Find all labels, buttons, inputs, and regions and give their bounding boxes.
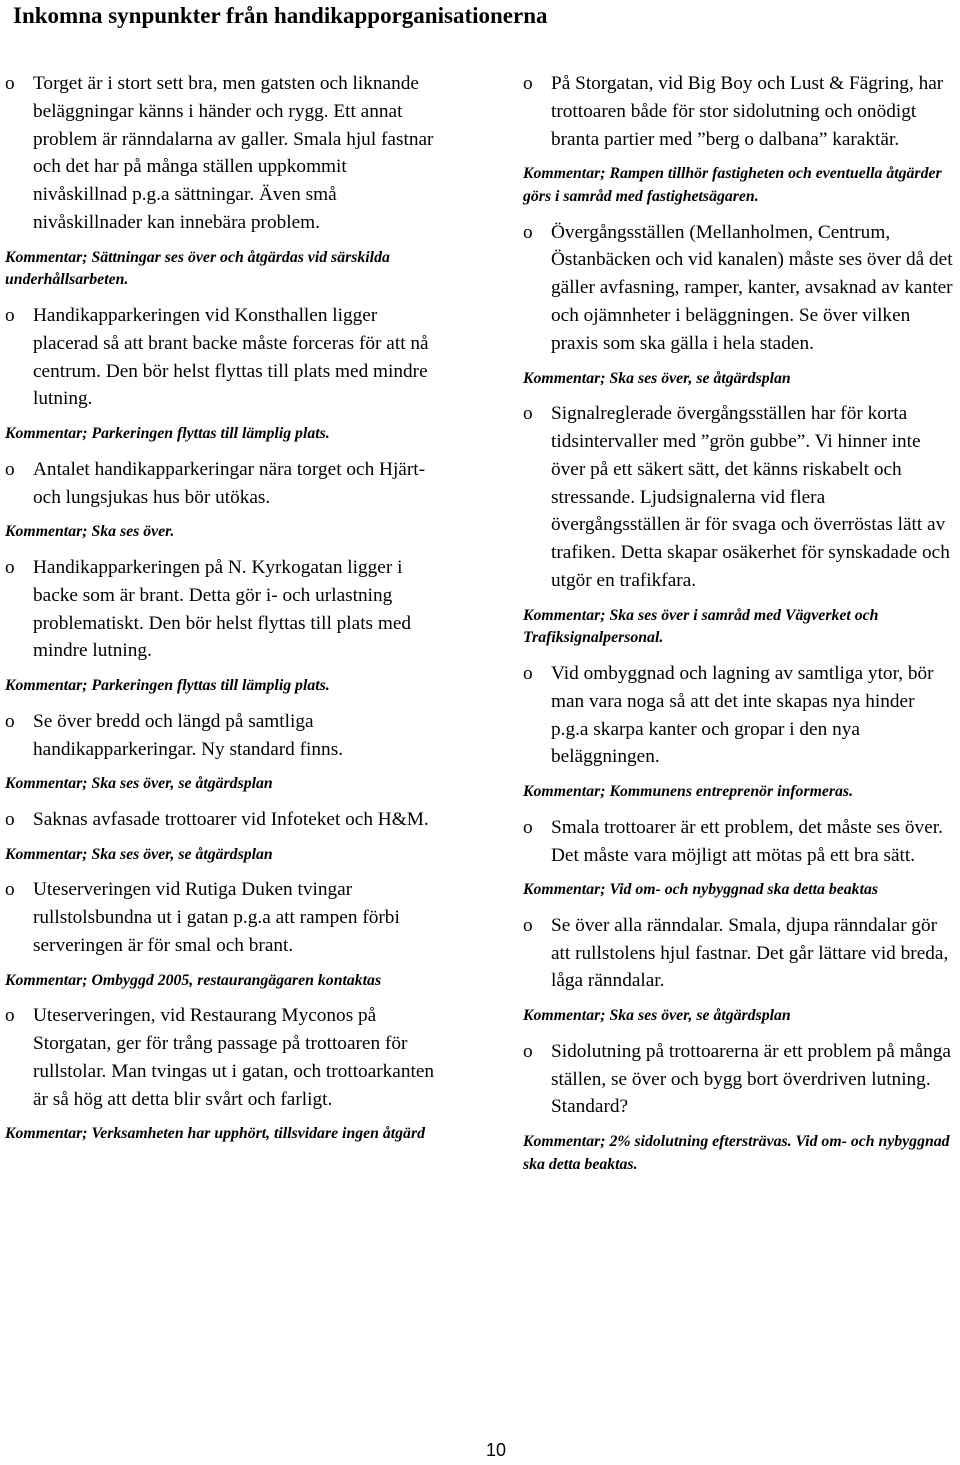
- item-text: Se över bredd och längd på samtliga handikapparkeringar. Ny standard finns.: [33, 710, 344, 760]
- list-item: [5, 708, 445, 764]
- comment: Kommentar; Ska ses över, se åtgärdsplan: [5, 845, 273, 863]
- bullet-icon: o: [5, 304, 15, 326]
- bullet-icon: o: [5, 808, 15, 830]
- item-text: Handikapparkeringen vid Konsthallen ligger placerad så att brant backe måste forceras för att nå centrum. Den bör helst flyttas till plats med mindre lutning.: [33, 304, 429, 410]
- item-text: Uteserveringen, vid Restaurang Myconos på Storgatan, ger för trång passage på trottoaren för rullstolar. Man tvingas ut i gatan, och trottoarkanten är så hög att detta blir svårt och farligt.: [33, 1005, 435, 1110]
- list-item: [523, 660, 955, 771]
- list-item: [5, 302, 445, 413]
- comment: Kommentar; Ska ses över i samråd med Vägverket och Trafiksignalpersonal.: [523, 606, 879, 647]
- item-text: Sidolutning på trottoarerna är ett problem på många ställen, se över och bygg bort överdriven lutning. Standard?: [551, 1040, 951, 1118]
- item-text: Smala trottoarer är ett problem, det måste ses över. Det måste vara möjligt att mötas på ett bra sätt.: [551, 816, 943, 866]
- comment: Kommentar; Ska ses över, se åtgärdsplan: [523, 369, 791, 387]
- list-item: [5, 70, 445, 237]
- list-item: [5, 554, 445, 665]
- bullet-icon: o: [523, 816, 533, 838]
- list-item: [523, 219, 955, 358]
- list-item: [523, 70, 955, 153]
- list-item: [523, 814, 955, 870]
- bullet-icon: o: [523, 221, 533, 243]
- comment: Kommentar; Sättningar ses över och åtgärdas vid särskilda underhållsarbeten.: [5, 248, 390, 289]
- comment: Kommentar; Rampen tillhör fastigheten och eventuella åtgärder görs i samråd med fastighetsägaren.: [523, 165, 942, 205]
- bullet-icon: o: [523, 914, 533, 936]
- bullet-icon: o: [5, 556, 15, 578]
- comment: Kommentar; Parkeringen flyttas till lämplig plats.: [5, 677, 330, 695]
- list-item: [5, 456, 445, 512]
- list-item: [5, 1002, 445, 1113]
- item-text: Saknas avfasade trottoarer vid Infoteket och H&M.: [33, 808, 429, 830]
- comment: Kommentar; Verksamheten har upphört, tillsvidare ingen åtgärd: [5, 1125, 425, 1143]
- list-item: [523, 1038, 955, 1121]
- comment: Kommentar; Ska ses över.: [5, 523, 175, 541]
- comment: Kommentar; Kommunens entreprenör informeras.: [523, 783, 854, 801]
- item-text: Vid ombyggnad och lagning av samtliga ytor, bör man vara noga så att det inte skapas nya hinder p.g.a skarpa kanter och gropar i den nya beläggningen.: [551, 662, 934, 768]
- item-text: Se över alla ränndalar. Smala, djupa ränndalar gör att rullstolens hjul fastnar. Det går lättare vid breda, låga ränndalar.: [551, 914, 949, 992]
- item-text: På Storgatan, vid Big Boy och Lust & Fägring, har trottoaren både för stor sidolutning och onödigt branta partier med ”berg o dalbana” karaktär.: [551, 73, 944, 150]
- comment: Kommentar; Ska ses över, se åtgärdsplan: [523, 1007, 791, 1025]
- item-text: Signalreglerade övergångsställen har för korta tidsintervaller med ”grön gubbe”. Vi hinner inte över på ett säkert sätt, det känns riskabelt och stressande. Ljudsignalerna vid flera övergångsställen är för svaga och överröstas lätt av trafiken. Detta skapar osäkerhet för synskadade och utgör en trafikfara.: [551, 403, 950, 591]
- list-item: [523, 912, 955, 995]
- page-title: Inkomna synpunkter från handikapporganisationerna: [13, 3, 548, 28]
- comment: Kommentar; Ombyggd 2005, restaurangägaren kontaktas: [5, 971, 382, 989]
- list-item: [5, 876, 445, 959]
- bullet-icon: o: [523, 662, 533, 684]
- right-column: [523, 70, 955, 1186]
- item-text: Torget är i stort sett bra, men gatsten och liknande beläggningar känns i händer och rygg. Ett annat problem är ränndalarna av galler. Smala hjul fastnar och det har på många ställen uppkommit nivåskillnad p.g.a sättningar. Även små nivåskillnader kan innebära problem.: [33, 73, 434, 233]
- item-text: Handikapparkeringen på N. Kyrkogatan ligger i backe som är brant. Detta gör i- och urlastning problematiskt. Den bör helst flyttas till plats med mindre lutning.: [33, 556, 412, 662]
- bullet-icon: o: [523, 403, 533, 425]
- bullet-icon: o: [5, 458, 15, 480]
- comment: Kommentar; Ska ses över, se åtgärdsplan: [5, 775, 273, 793]
- item-text: Övergångsställen (Mellanholmen, Centrum, Östanbäcken och vid kanalen) måste ses över då det gäller avfasning, ramper, kanter, avsaknad av kanter och ojämnheter i beläggningen. Se över vilken praxis som ska gälla i hela staden.: [551, 221, 953, 354]
- bullet-icon: o: [5, 73, 15, 94]
- list-item: [5, 806, 445, 834]
- left-column: [5, 70, 445, 1156]
- bullet-icon: o: [523, 73, 533, 94]
- item-text: Uteserveringen vid Rutiga Duken tvingar rullstolsbundna ut i gatan p.g.a att rampen förbi serveringen är för smal och brant.: [33, 879, 400, 956]
- item-text: Antalet handikapparkeringar nära torget och Hjärt- och lungsjukas hus bör utökas.: [33, 458, 426, 508]
- bullet-icon: o: [5, 710, 15, 732]
- bullet-icon: o: [5, 879, 15, 901]
- comment: Kommentar; 2% sidolutning eftersträvas. Vid om- och nybyggnad ska detta beaktas.: [523, 1133, 950, 1173]
- bullet-icon: o: [523, 1040, 533, 1062]
- bullet-icon: o: [5, 1005, 15, 1027]
- page-number: 10: [486, 1440, 507, 1460]
- comment: Kommentar; Parkeringen flyttas till lämplig plats.: [5, 425, 330, 443]
- comment: Kommentar; Vid om- och nybyggnad ska detta beaktas: [523, 881, 878, 899]
- list-item: [523, 400, 955, 595]
